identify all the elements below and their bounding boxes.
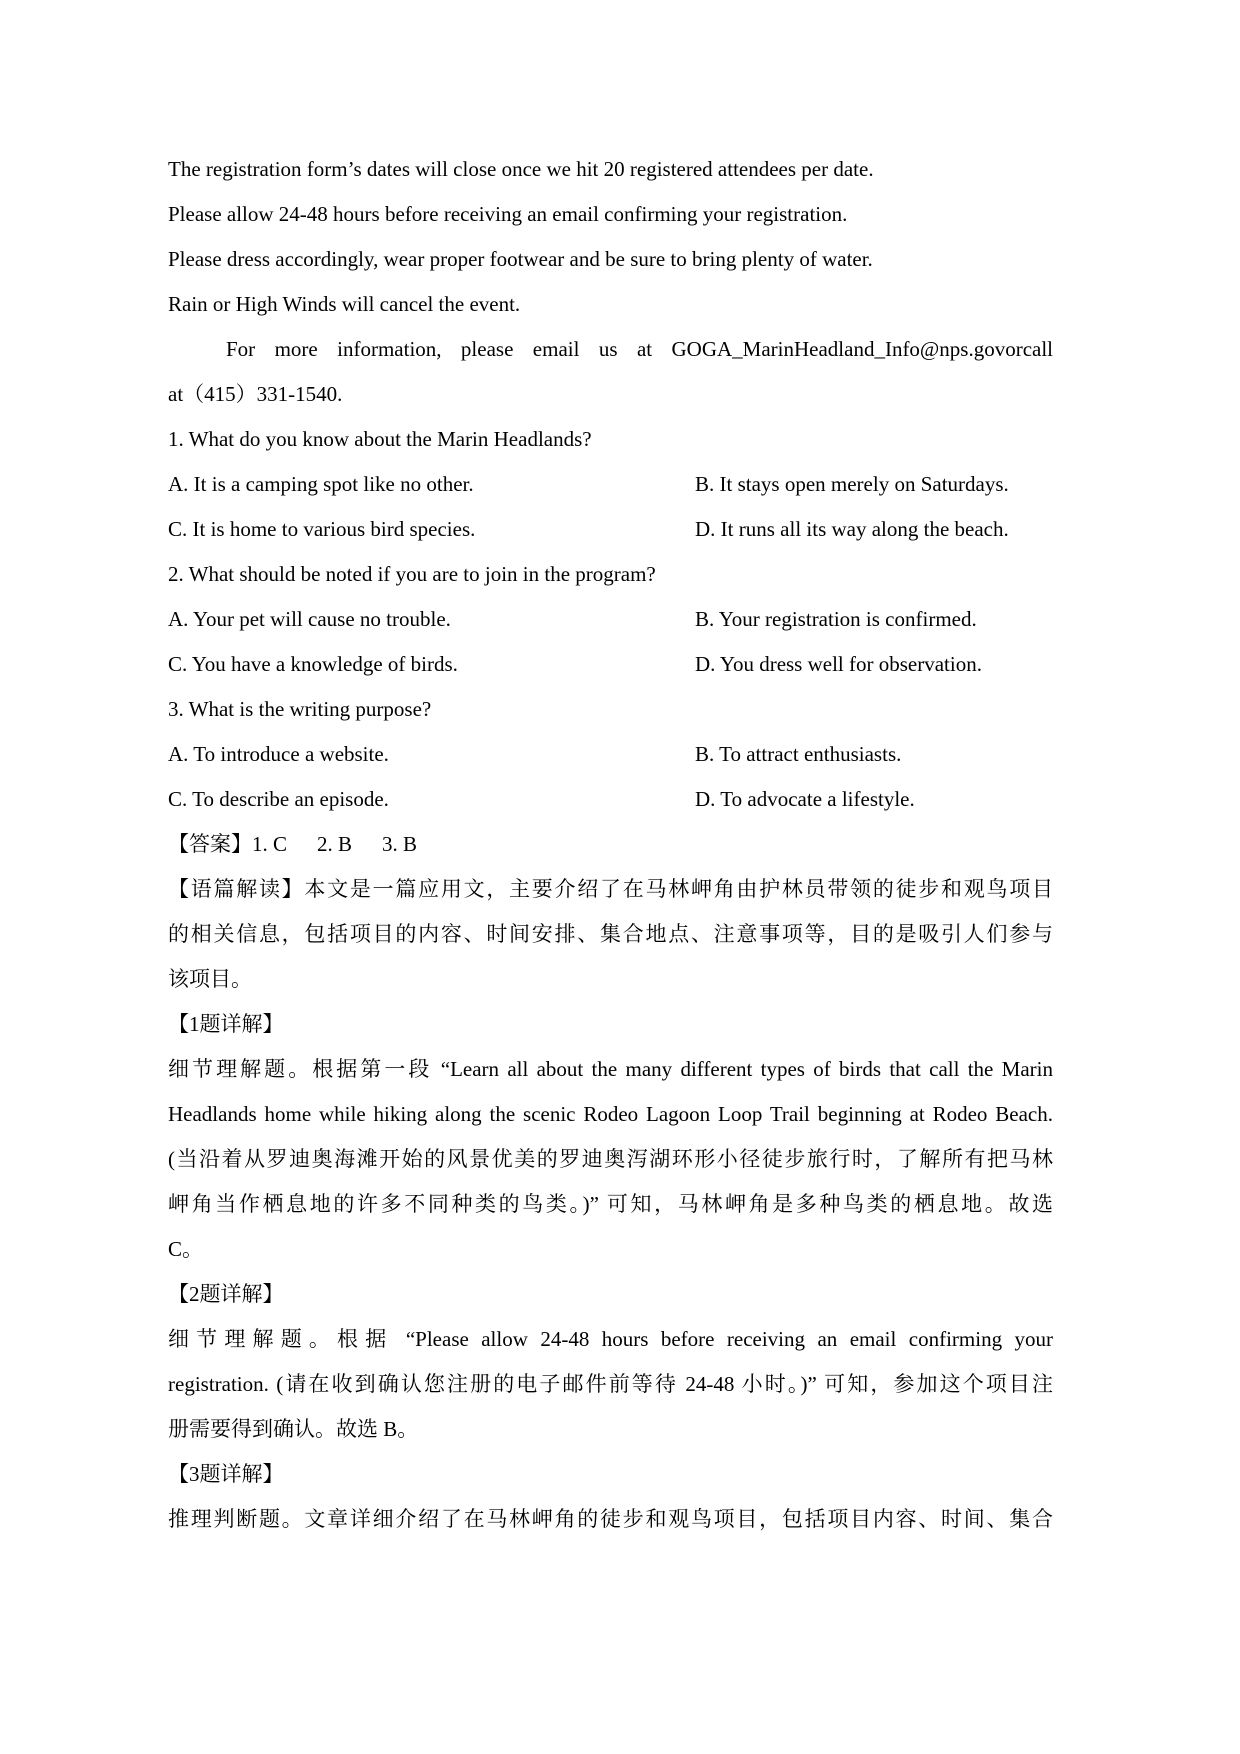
passage-analysis (168, 867, 1053, 1002)
question-1-analysis-line-2: Headlands home while hiking along the scenic Rodeo Lagoon Loop Trail beginning at Rodeo Beach. (168, 1102, 1053, 1126)
question-2-option-c: C. You have a knowledge of birds. (168, 652, 458, 676)
question-1-analysis-line-3: (当沿着从罗迪奥海滩开始的风景优美的罗迪奥泻湖环形小径徒步旅行时，了解所有把马林 (168, 1147, 1053, 1171)
question-1-options-row-1 (168, 462, 1053, 507)
question-1-option-b: B. It stays open merely on Saturdays. (695, 472, 1009, 496)
question-1-analysis (168, 1002, 1053, 1272)
question-2 (168, 552, 1053, 687)
question-3-text: 3. What is the writing purpose? (168, 697, 432, 721)
analysis-overview-line-1: 【语篇解读】本文是一篇应用文，主要介绍了在马林岬角由护林员带领的徒步和观鸟项目 (168, 877, 1053, 901)
notice-line-1: The registration form’s dates will close once we hit 20 registered attendees per date. (168, 157, 874, 181)
question-1-option-a: A. It is a camping spot like no other. (168, 472, 474, 496)
question-3-option-b: B. To attract enthusiasts. (695, 742, 902, 766)
passage-notices (168, 147, 1053, 327)
notice-line-2: Please allow 24-48 hours before receiving an email confirming your registration. (168, 202, 848, 226)
question-2-text: 2. What should be noted if you are to join in the program? (168, 562, 656, 586)
question-3-option-a: A. To introduce a website. (168, 742, 389, 766)
question-2-options-row-2 (168, 642, 1053, 687)
question-1-option-d: D. It runs all its way along the beach. (695, 517, 1009, 541)
question-2-analysis (168, 1272, 1053, 1452)
question-2-analysis-line-2: registration. (请在收到确认您注册的电子邮件前等待 24-48 小时。)” 可知，参加这个项目注 (168, 1372, 1053, 1396)
answer-item-3: 3. B (382, 832, 418, 856)
answer-label: 【答案】 (168, 832, 252, 856)
question-1-analysis-line-4: 岬角当作栖息地的许多不同种类的鸟类。)” 可知，马林岬角是多种鸟类的栖息地。故选 (168, 1192, 1053, 1216)
answer-item-2: 2. B (317, 832, 353, 856)
question-1-text: 1. What do you know about the Marin Headlands? (168, 427, 592, 451)
question-3-options-row-2 (168, 777, 1053, 822)
question-1-options-row-2 (168, 507, 1053, 552)
question-2-option-b: B. Your registration is confirmed. (695, 607, 977, 631)
question-2-options-row-1 (168, 597, 1053, 642)
answer-item-1: 1. C (252, 832, 288, 856)
question-2-analysis-line-3: 册需要得到确认。故选 B。 (168, 1417, 419, 1441)
question-3-analysis-line-1: 推理判断题。文章详细介绍了在马林岬角的徒步和观鸟项目，包括项目内容、时间、集合 (168, 1507, 1053, 1531)
question-1-analysis-line-1: 细节理解题。根据第一段 “Learn all about the many different types of birds that call the Marin (168, 1057, 1053, 1081)
notice-line-3: Please dress accordingly, wear proper footwear and be sure to bring plenty of water. (168, 247, 873, 271)
contact-paragraph (168, 327, 1053, 417)
question-2-option-d: D. You dress well for observation. (695, 652, 982, 676)
answer-line (168, 822, 1053, 867)
question-3-analysis (168, 1452, 1053, 1542)
question-3-analysis-header: 【3题详解】 (168, 1462, 284, 1486)
question-2-option-a: A. Your pet will cause no trouble. (168, 607, 451, 631)
question-1-analysis-line-5: C。 (168, 1237, 204, 1261)
analysis-overview-line-3: 该项目。 (168, 967, 252, 991)
question-2-analysis-line-1: 细节理解题。根据 “Please allow 24-48 hours before receiving an email confirming your (168, 1327, 1053, 1351)
analysis-overview-line-2: 的相关信息，包括项目的内容、时间安排、集合地点、注意事项等，目的是吸引人们参与 (168, 922, 1053, 946)
question-3 (168, 687, 1053, 822)
question-2-analysis-header: 【2题详解】 (168, 1282, 284, 1306)
question-3-option-c: C. To describe an episode. (168, 787, 389, 811)
question-1 (168, 417, 1053, 552)
question-1-analysis-header: 【1题详解】 (168, 1012, 284, 1036)
notice-line-4: Rain or High Winds will cancel the event. (168, 292, 521, 316)
question-3-option-d: D. To advocate a lifestyle. (695, 787, 915, 811)
contact-line-1: For more information, please email us at GOGA_MarinHeadland_Info@nps.govorcall (226, 337, 1053, 361)
contact-line-2: at（415）331-1540. (168, 382, 343, 406)
question-3-options-row-1 (168, 732, 1053, 777)
question-1-option-c: C. It is home to various bird species. (168, 517, 476, 541)
